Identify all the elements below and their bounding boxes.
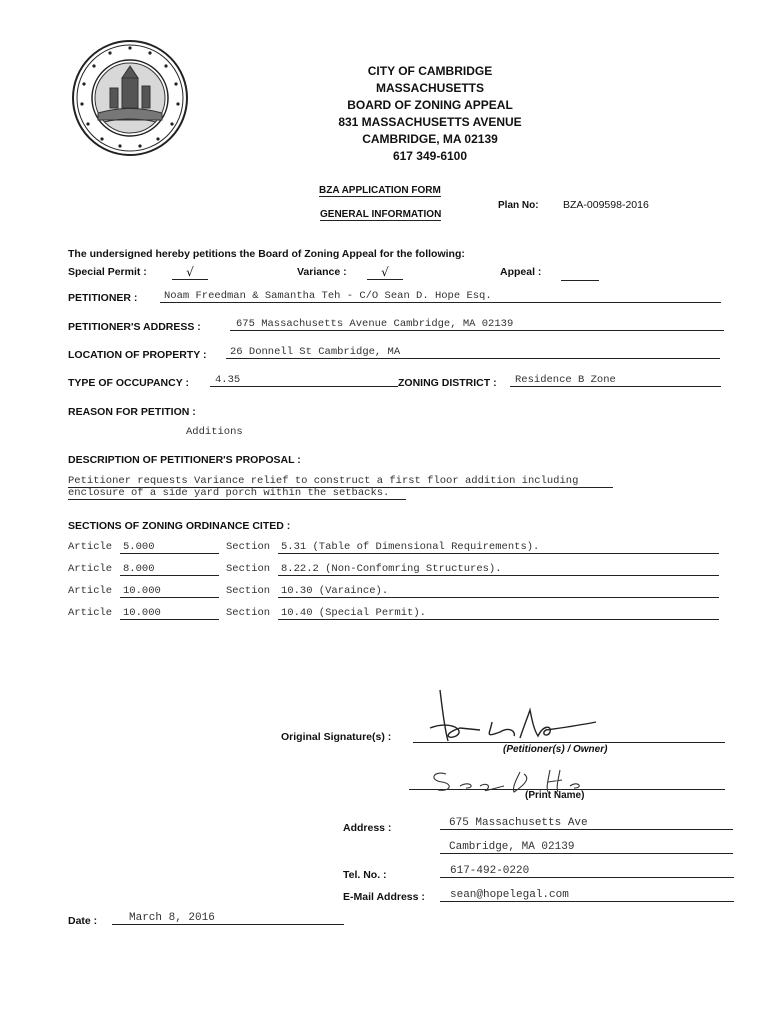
address-label: Address :: [343, 822, 392, 834]
original-signature-label: Original Signature(s) :: [281, 731, 392, 743]
article-label: Article: [68, 607, 113, 619]
section-value[interactable]: 10.40 (Special Permit).: [278, 607, 719, 620]
form-subtitle: GENERAL INFORMATION: [320, 209, 442, 220]
address-line-1[interactable]: 675 Massachusetts Ave: [440, 817, 733, 830]
petitioner-owner-caption: (Petitioner(s) / Owner): [503, 744, 608, 755]
email-label: E-Mail Address :: [343, 891, 425, 903]
board-city: CAMBRIDGE, MA 02139: [362, 132, 498, 146]
section-value[interactable]: 8.22.2 (Non-Confomring Structures).: [278, 563, 719, 576]
petitioner-value[interactable]: Noam Freedman & Samantha Teh - C/O Sean D. Hope Esq.: [160, 290, 721, 303]
location-value[interactable]: 26 Donnell St Cambridge, MA: [226, 346, 720, 359]
board-name: BOARD OF ZONING APPEAL: [347, 98, 513, 112]
petitioner-address-label: PETITIONER'S ADDRESS :: [68, 321, 201, 333]
tel-value[interactable]: 617-492-0220: [440, 865, 734, 878]
date-value[interactable]: March 8, 2016: [112, 912, 344, 925]
description-line-2[interactable]: enclosure of a side yard porch within the setbacks.: [68, 487, 406, 500]
petitioner-label: PETITIONER :: [68, 292, 138, 304]
city-seal: [70, 38, 190, 158]
board-street: 831 MASSACHUSETTS AVENUE: [338, 115, 522, 129]
zoning-label: ZONING DISTRICT :: [398, 377, 497, 389]
plan-no-label: Plan No:: [498, 200, 539, 211]
email-value[interactable]: sean@hopelegal.com: [440, 889, 734, 902]
section-label: Section: [226, 563, 271, 575]
seal-icon: [70, 38, 190, 158]
appeal-label: Appeal :: [500, 266, 542, 278]
description-line-1[interactable]: Petitioner requests Variance relief to construct a first floor addition including: [68, 475, 613, 488]
section-label: Section: [226, 541, 271, 553]
description-label: DESCRIPTION OF PETITIONER'S PROPOSAL :: [68, 454, 301, 466]
petitioner-address-value[interactable]: 675 Massachusetts Avenue Cambridge, MA 02139: [230, 318, 724, 331]
form-title: BZA APPLICATION FORM: [319, 185, 441, 196]
article-value[interactable]: 10.000: [120, 607, 219, 620]
section-label: Section: [226, 585, 271, 597]
article-label: Article: [68, 541, 113, 553]
article-value[interactable]: 8.000: [120, 563, 219, 576]
board-phone: 617 349-6100: [392, 149, 468, 163]
zoning-value[interactable]: Residence B Zone: [510, 374, 721, 387]
occupancy-value[interactable]: 4.35: [210, 374, 398, 387]
section-value[interactable]: 10.30 (Varaince).: [278, 585, 719, 598]
reason-value[interactable]: Additions: [186, 426, 243, 438]
sections-label: SECTIONS OF ZONING ORDINANCE CITED :: [68, 520, 291, 532]
city-name: CITY OF CAMBRIDGE: [367, 64, 493, 78]
location-label: LOCATION OF PROPERTY :: [68, 349, 207, 361]
variance-label: Variance :: [297, 266, 347, 278]
reason-label: REASON FOR PETITION :: [68, 406, 196, 418]
print-name-caption: (Print Name): [525, 790, 585, 801]
article-value[interactable]: 5.000: [120, 541, 219, 554]
date-label: Date :: [68, 915, 98, 927]
appeal-check[interactable]: [561, 265, 599, 281]
occupancy-label: TYPE OF OCCUPANCY :: [68, 377, 189, 389]
section-value[interactable]: 5.31 (Table of Dimensional Requirements).: [278, 541, 719, 554]
intro-text: The undersigned hereby petitions the Board of Zoning Appeal for the following:: [68, 248, 465, 260]
section-label: Section: [226, 607, 271, 619]
article-label: Article: [68, 585, 113, 597]
special-permit-check[interactable]: √: [172, 265, 208, 280]
plan-no-value: BZA-009598-2016: [563, 199, 649, 211]
address-line-2[interactable]: Cambridge, MA 02139: [440, 841, 733, 854]
state-name: MASSACHUSETTS: [375, 81, 484, 95]
tel-label: Tel. No. :: [343, 869, 387, 881]
signature-scribble: [420, 686, 620, 746]
special-permit-label: Special Permit :: [68, 266, 147, 278]
variance-check[interactable]: √: [367, 265, 403, 280]
article-label: Article: [68, 563, 113, 575]
article-value[interactable]: 10.000: [120, 585, 219, 598]
